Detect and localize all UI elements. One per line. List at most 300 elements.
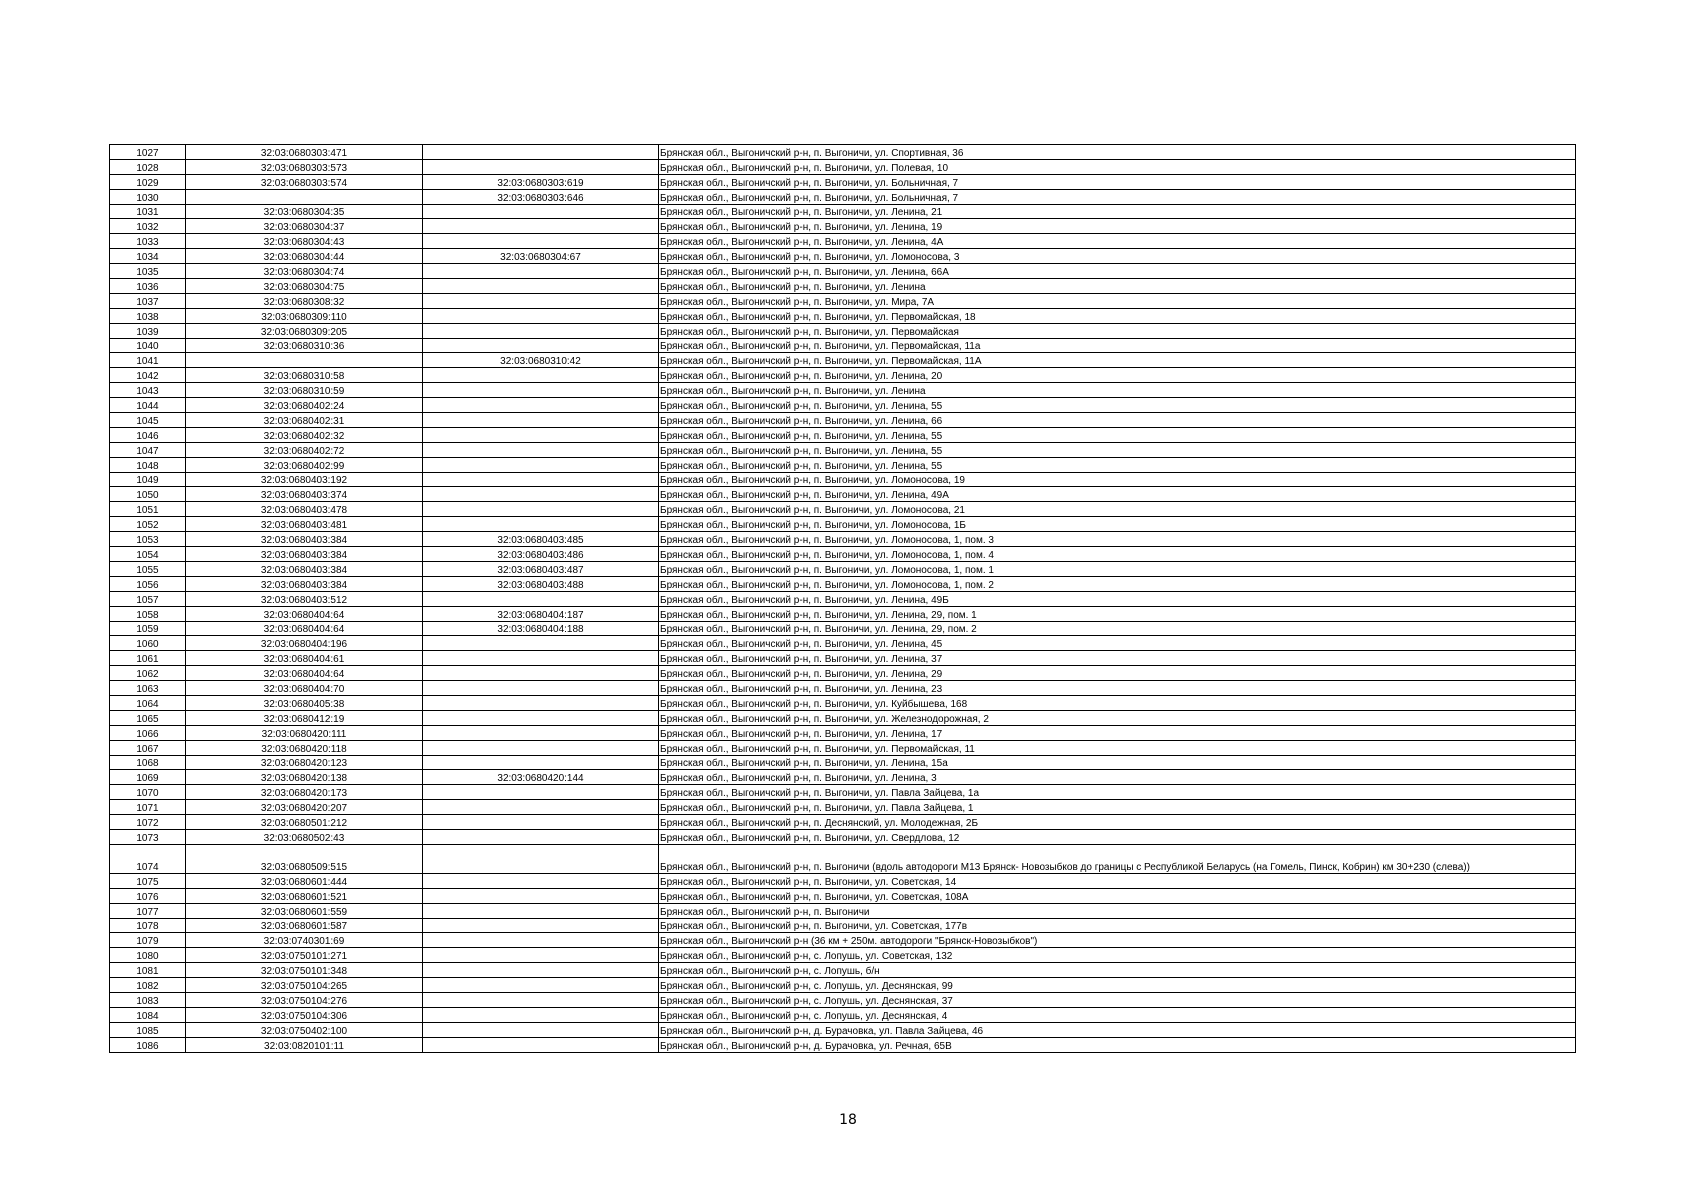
address-cell: Брянская обл., Выгоничский р-н, п. Выгоничи, ул. Ленина, 23 xyxy=(659,681,1576,696)
related-cadastral-number-cell: 32:03:0680303:619 xyxy=(423,174,659,189)
table-row xyxy=(110,293,1576,308)
address-cell: Брянская обл., Выгоничский р-н, п. Выгоничи, ул. Ленина, 55 xyxy=(659,457,1576,472)
table-row xyxy=(110,888,1576,903)
cadastral-number-cell: 32:03:0680402:99 xyxy=(186,457,423,472)
row-number-cell: 1051 xyxy=(110,502,186,517)
cadastral-number-cell: 32:03:0680404:70 xyxy=(186,681,423,696)
address-cell: Брянская обл., Выгоничский р-н, п. Выгоничи, ул. Ломоносова, 19 xyxy=(659,472,1576,487)
row-number-cell: 1085 xyxy=(110,1022,186,1037)
cadastral-number-cell: 32:03:0680304:43 xyxy=(186,234,423,249)
cadastral-number-cell: 32:03:0680420:207 xyxy=(186,800,423,815)
address-cell: Брянская обл., Выгоничский р-н, п. Выгоничи, ул. Ломоносова, 21 xyxy=(659,502,1576,517)
address-cell: Брянская обл., Выгоничский р-н, п. Выгоничи, ул. Павла Зайцева, 1 xyxy=(659,800,1576,815)
cadastral-number-cell: 32:03:0750402:100 xyxy=(186,1022,423,1037)
related-cadastral-number-cell xyxy=(423,308,659,323)
related-cadastral-number-cell xyxy=(423,398,659,413)
row-number-cell: 1071 xyxy=(110,800,186,815)
related-cadastral-number-cell xyxy=(423,472,659,487)
cadastral-number-cell: 32:03:0680502:43 xyxy=(186,829,423,844)
row-number-cell: 1066 xyxy=(110,725,186,740)
cadastral-number-cell: 32:03:0680601:587 xyxy=(186,918,423,933)
cadastral-number-cell: 32:03:0680403:192 xyxy=(186,472,423,487)
table-row xyxy=(110,785,1576,800)
related-cadastral-number-cell xyxy=(423,517,659,532)
address-cell: Брянская обл., Выгоничский р-н, п. Выгоничи, ул. Полевая, 10 xyxy=(659,159,1576,174)
address-cell: Брянская обл., Выгоничский р-н, п. Выгоничи, ул. Ленина, 66 xyxy=(659,413,1576,428)
row-number-cell: 1050 xyxy=(110,487,186,502)
row-number-cell: 1080 xyxy=(110,948,186,963)
row-number-cell: 1077 xyxy=(110,903,186,918)
table-row xyxy=(110,279,1576,294)
table-row xyxy=(110,547,1576,562)
related-cadastral-number-cell xyxy=(423,695,659,710)
cadastral-number-cell: 32:03:0680601:444 xyxy=(186,873,423,888)
address-cell: Брянская обл., Выгоничский р-н, п. Выгоничи, ул. Советская, 108А xyxy=(659,888,1576,903)
row-number-cell: 1039 xyxy=(110,323,186,338)
cadastral-number-cell: 32:03:0680402:24 xyxy=(186,398,423,413)
related-cadastral-number-cell xyxy=(423,785,659,800)
address-cell: Брянская обл., Выгоничский р-н, д. Бурачовка, ул. Речная, 65В xyxy=(659,1037,1576,1052)
row-number-cell: 1033 xyxy=(110,234,186,249)
table-row xyxy=(110,442,1576,457)
address-cell: Брянская обл., Выгоничский р-н, п. Выгоничи, ул. Ленина, 29, пом. 1 xyxy=(659,606,1576,621)
cadastral-table xyxy=(109,144,1576,1053)
related-cadastral-number-cell xyxy=(423,487,659,502)
address-cell: Брянская обл., Выгоничский р-н, п. Выгоничи, ул. Ленина, 49А xyxy=(659,487,1576,502)
table-row xyxy=(110,472,1576,487)
related-cadastral-number-cell xyxy=(423,888,659,903)
row-number-cell: 1047 xyxy=(110,442,186,457)
address-cell: Брянская обл., Выгоничский р-н, п. Выгоничи, ул. Ленина, 55 xyxy=(659,427,1576,442)
cadastral-number-cell xyxy=(186,189,423,204)
cadastral-number-cell: 32:03:0680403:478 xyxy=(186,502,423,517)
related-cadastral-number-cell xyxy=(423,502,659,517)
cadastral-number-cell: 32:03:0680601:521 xyxy=(186,888,423,903)
row-number-cell: 1084 xyxy=(110,1007,186,1022)
address-cell: Брянская обл., Выгоничский р-н, п. Выгоничи, ул. Ленина, 49Б xyxy=(659,591,1576,606)
row-number-cell: 1048 xyxy=(110,457,186,472)
table-row xyxy=(110,413,1576,428)
address-cell: Брянская обл., Выгоничский р-н, п. Выгоничи, ул. Куйбышева, 168 xyxy=(659,695,1576,710)
address-cell: Брянская обл., Выгоничский р-н, п. Выгоничи, ул. Советская, 177в xyxy=(659,918,1576,933)
address-cell: Брянская обл., Выгоничский р-н, п. Выгоничи, ул. Ломоносова, 1, пом. 1 xyxy=(659,561,1576,576)
related-cadastral-number-cell xyxy=(423,279,659,294)
table-row xyxy=(110,918,1576,933)
cadastral-number-cell: 32:03:0680501:212 xyxy=(186,815,423,830)
cadastral-number-cell: 32:03:0750101:348 xyxy=(186,963,423,978)
table-row xyxy=(110,561,1576,576)
row-number-cell: 1043 xyxy=(110,383,186,398)
row-number-cell: 1040 xyxy=(110,338,186,353)
cadastral-number-cell: 32:03:0680404:61 xyxy=(186,651,423,666)
table-row xyxy=(110,174,1576,189)
cadastral-number-cell: 32:03:0680420:118 xyxy=(186,740,423,755)
address-cell: Брянская обл., Выгоничский р-н, п. Выгоничи, ул. Советская, 14 xyxy=(659,873,1576,888)
cadastral-number-cell: 32:03:0680403:481 xyxy=(186,517,423,532)
cadastral-number-cell: 32:03:0680308:32 xyxy=(186,293,423,308)
related-cadastral-number-cell xyxy=(423,293,659,308)
table-row xyxy=(110,844,1576,873)
address-cell: Брянская обл., Выгоничский р-н, п. Выгоничи, ул. Свердлова, 12 xyxy=(659,829,1576,844)
address-cell: Брянская обл., Выгоничский р-н, п. Выгоничи, ул. Павла Зайцева, 1а xyxy=(659,785,1576,800)
address-cell: Брянская обл., Выгоничский р-н, п. Выгоничи xyxy=(659,903,1576,918)
address-cell: Брянская обл., Выгоничский р-н, п. Выгоничи, ул. Спортивная, 36 xyxy=(659,145,1576,160)
related-cadastral-number-cell xyxy=(423,457,659,472)
row-number-cell: 1038 xyxy=(110,308,186,323)
page-number: 18 xyxy=(839,1112,857,1128)
row-number-cell: 1028 xyxy=(110,159,186,174)
related-cadastral-number-cell xyxy=(423,204,659,219)
cadastral-number-cell: 32:03:0680420:138 xyxy=(186,770,423,785)
row-number-cell: 1036 xyxy=(110,279,186,294)
related-cadastral-number-cell: 32:03:0680310:42 xyxy=(423,353,659,368)
address-cell: Брянская обл., Выгоничский р-н (36 км + 250м. автодороги "Брянск-Новозыбков") xyxy=(659,933,1576,948)
row-number-cell: 1063 xyxy=(110,681,186,696)
cadastral-number-cell: 32:03:0680403:384 xyxy=(186,547,423,562)
table-row xyxy=(110,740,1576,755)
table-row xyxy=(110,323,1576,338)
cadastral-number-cell: 32:03:0680402:72 xyxy=(186,442,423,457)
address-cell: Брянская обл., Выгоничский р-н, с. Лопушь, ул. Деснянская, 4 xyxy=(659,1007,1576,1022)
related-cadastral-number-cell: 32:03:0680403:485 xyxy=(423,532,659,547)
table-row xyxy=(110,368,1576,383)
cadastral-number-cell: 32:03:0680509:515 xyxy=(186,844,423,873)
row-number-cell: 1070 xyxy=(110,785,186,800)
row-number-cell: 1029 xyxy=(110,174,186,189)
table-row xyxy=(110,398,1576,413)
address-cell: Брянская обл., Выгоничский р-н, с. Лопушь, б/н xyxy=(659,963,1576,978)
cadastral-number-cell: 32:03:0680420:111 xyxy=(186,725,423,740)
address-cell: Брянская обл., Выгоничский р-н, п. Выгоничи, ул. Ленина, 4А xyxy=(659,234,1576,249)
cadastral-number-cell: 32:03:0680403:384 xyxy=(186,576,423,591)
cadastral-number-cell: 32:03:0680403:384 xyxy=(186,532,423,547)
address-cell: Брянская обл., Выгоничский р-н, п. Выгоничи, ул. Больничная, 7 xyxy=(659,174,1576,189)
address-cell: Брянская обл., Выгоничский р-н, п. Выгоничи, ул. Ленина, 55 xyxy=(659,442,1576,457)
table-row xyxy=(110,502,1576,517)
table-row xyxy=(110,189,1576,204)
cadastral-number-cell: 32:03:0680403:374 xyxy=(186,487,423,502)
row-number-cell: 1076 xyxy=(110,888,186,903)
row-number-cell: 1079 xyxy=(110,933,186,948)
cadastral-number-cell: 32:03:0680402:32 xyxy=(186,427,423,442)
address-cell: Брянская обл., Выгоничский р-н, п. Выгоничи, ул. Ленина, 19 xyxy=(659,219,1576,234)
table-row xyxy=(110,948,1576,963)
row-number-cell: 1062 xyxy=(110,666,186,681)
table-row xyxy=(110,992,1576,1007)
related-cadastral-number-cell xyxy=(423,383,659,398)
row-number-cell: 1027 xyxy=(110,145,186,160)
address-cell: Брянская обл., Выгоничский р-н, п. Выгоничи, ул. Ленина xyxy=(659,383,1576,398)
address-cell: Брянская обл., Выгоничский р-н, п. Выгоничи, ул. Первомайская, 18 xyxy=(659,308,1576,323)
cadastral-number-cell: 32:03:0680403:384 xyxy=(186,561,423,576)
address-cell: Брянская обл., Выгоничский р-н, п. Выгоничи, ул. Ломоносова, 1, пом. 3 xyxy=(659,532,1576,547)
row-number-cell: 1042 xyxy=(110,368,186,383)
related-cadastral-number-cell: 32:03:0680403:486 xyxy=(423,547,659,562)
address-cell: Брянская обл., Выгоничский р-н, п. Выгоничи, ул. Мира, 7А xyxy=(659,293,1576,308)
table-row xyxy=(110,427,1576,442)
row-number-cell: 1086 xyxy=(110,1037,186,1052)
related-cadastral-number-cell xyxy=(423,1037,659,1052)
related-cadastral-number-cell xyxy=(423,933,659,948)
address-cell: Брянская обл., Выгоничский р-н, п. Выгоничи, ул. Первомайская, 11а xyxy=(659,338,1576,353)
row-number-cell: 1081 xyxy=(110,963,186,978)
table-row xyxy=(110,1007,1576,1022)
cadastral-number-cell: 32:03:0740301:69 xyxy=(186,933,423,948)
address-cell: Брянская обл., Выгоничский р-н, с. Лопушь, ул. Советская, 132 xyxy=(659,948,1576,963)
cadastral-number-cell: 32:03:0680420:123 xyxy=(186,755,423,770)
cadastral-number-cell: 32:03:0680309:110 xyxy=(186,308,423,323)
cadastral-number-cell: 32:03:0680404:64 xyxy=(186,621,423,636)
related-cadastral-number-cell: 32:03:0680404:188 xyxy=(423,621,659,636)
cadastral-number-cell: 32:03:0680310:36 xyxy=(186,338,423,353)
table-row xyxy=(110,1022,1576,1037)
address-cell: Брянская обл., Выгоничский р-н, п. Выгоничи, ул. Первомайская, 11А xyxy=(659,353,1576,368)
related-cadastral-number-cell xyxy=(423,903,659,918)
related-cadastral-number-cell xyxy=(423,264,659,279)
cadastral-number-cell: 32:03:0680404:64 xyxy=(186,606,423,621)
table-row xyxy=(110,219,1576,234)
table-row xyxy=(110,666,1576,681)
cadastral-number-cell: 32:03:0680304:74 xyxy=(186,264,423,279)
row-number-cell: 1035 xyxy=(110,264,186,279)
address-cell: Брянская обл., Выгоничский р-н, д. Бурачовка, ул. Павла Зайцева, 46 xyxy=(659,1022,1576,1037)
address-cell: Брянская обл., Выгоничский р-н, п. Выгоничи, ул. Ленина, 29, пом. 2 xyxy=(659,621,1576,636)
row-number-cell: 1044 xyxy=(110,398,186,413)
table-row xyxy=(110,710,1576,725)
related-cadastral-number-cell xyxy=(423,219,659,234)
related-cadastral-number-cell xyxy=(423,1007,659,1022)
address-cell: Брянская обл., Выгоничский р-н, п. Выгоничи, ул. Ленина, 66А xyxy=(659,264,1576,279)
cadastral-number-cell: 32:03:0680304:35 xyxy=(186,204,423,219)
row-number-cell: 1068 xyxy=(110,755,186,770)
table-row xyxy=(110,159,1576,174)
table-row xyxy=(110,621,1576,636)
related-cadastral-number-cell xyxy=(423,829,659,844)
cadastral-number-cell xyxy=(186,353,423,368)
related-cadastral-number-cell xyxy=(423,413,659,428)
table-row xyxy=(110,517,1576,532)
table-row xyxy=(110,338,1576,353)
table-row xyxy=(110,963,1576,978)
table-row xyxy=(110,725,1576,740)
table-row xyxy=(110,978,1576,993)
related-cadastral-number-cell xyxy=(423,427,659,442)
table-row xyxy=(110,815,1576,830)
address-cell: Брянская обл., Выгоничский р-н, п. Выгоничи, ул. Ленина xyxy=(659,279,1576,294)
related-cadastral-number-cell: 32:03:0680403:487 xyxy=(423,561,659,576)
table-row xyxy=(110,532,1576,547)
address-cell: Брянская обл., Выгоничский р-н, п. Выгоничи, ул. Ленина, 37 xyxy=(659,651,1576,666)
address-cell: Брянская обл., Выгоничский р-н, с. Лопушь, ул. Деснянская, 99 xyxy=(659,978,1576,993)
row-number-cell: 1056 xyxy=(110,576,186,591)
address-cell: Брянская обл., Выгоничский р-н, п. Выгоничи, ул. Ломоносова, 3 xyxy=(659,249,1576,264)
table-row xyxy=(110,308,1576,323)
row-number-cell: 1083 xyxy=(110,992,186,1007)
cadastral-number-cell: 32:03:0680404:196 xyxy=(186,636,423,651)
address-cell: Брянская обл., Выгоничский р-н, п. Выгоничи, ул. Ленина, 21 xyxy=(659,204,1576,219)
related-cadastral-number-cell xyxy=(423,1022,659,1037)
related-cadastral-number-cell xyxy=(423,978,659,993)
cadastral-number-cell: 32:03:0680304:44 xyxy=(186,249,423,264)
related-cadastral-number-cell xyxy=(423,636,659,651)
row-number-cell: 1074 xyxy=(110,844,186,873)
table-row xyxy=(110,829,1576,844)
row-number-cell: 1061 xyxy=(110,651,186,666)
table-row xyxy=(110,636,1576,651)
row-number-cell: 1034 xyxy=(110,249,186,264)
address-cell: Брянская обл., Выгоничский р-н, п. Выгоничи, ул. Железнодорожная, 2 xyxy=(659,710,1576,725)
row-number-cell: 1075 xyxy=(110,873,186,888)
row-number-cell: 1069 xyxy=(110,770,186,785)
cadastral-number-cell: 32:03:0680601:559 xyxy=(186,903,423,918)
row-number-cell: 1067 xyxy=(110,740,186,755)
related-cadastral-number-cell xyxy=(423,992,659,1007)
table-row xyxy=(110,770,1576,785)
cadastral-number-cell: 32:03:0750104:306 xyxy=(186,1007,423,1022)
cadastral-number-cell: 32:03:0680310:58 xyxy=(186,368,423,383)
related-cadastral-number-cell xyxy=(423,800,659,815)
table-row xyxy=(110,651,1576,666)
table-row xyxy=(110,800,1576,815)
table-row xyxy=(110,606,1576,621)
address-cell: Брянская обл., Выгоничский р-н, п. Деснянский, ул. Молодежная, 2Б xyxy=(659,815,1576,830)
related-cadastral-number-cell xyxy=(423,918,659,933)
table-row xyxy=(110,873,1576,888)
address-cell: Брянская обл., Выгоничский р-н, п. Выгоничи, ул. Ломоносова, 1Б xyxy=(659,517,1576,532)
table-row xyxy=(110,264,1576,279)
table-row xyxy=(110,487,1576,502)
row-number-cell: 1060 xyxy=(110,636,186,651)
cadastral-number-cell: 32:03:0680303:471 xyxy=(186,145,423,160)
address-cell: Брянская обл., Выгоничский р-н, п. Выгоничи, ул. Первомайская, 11 xyxy=(659,740,1576,755)
table-row xyxy=(110,145,1576,160)
row-number-cell: 1037 xyxy=(110,293,186,308)
related-cadastral-number-cell: 32:03:0680303:646 xyxy=(423,189,659,204)
row-number-cell: 1073 xyxy=(110,829,186,844)
row-number-cell: 1052 xyxy=(110,517,186,532)
cadastral-number-cell: 32:03:0680404:64 xyxy=(186,666,423,681)
row-number-cell: 1059 xyxy=(110,621,186,636)
related-cadastral-number-cell xyxy=(423,873,659,888)
related-cadastral-number-cell xyxy=(423,234,659,249)
table-row xyxy=(110,933,1576,948)
related-cadastral-number-cell xyxy=(423,323,659,338)
table-row xyxy=(110,1037,1576,1052)
table-row xyxy=(110,234,1576,249)
table-row xyxy=(110,249,1576,264)
row-number-cell: 1032 xyxy=(110,219,186,234)
row-number-cell: 1064 xyxy=(110,695,186,710)
address-cell: Брянская обл., Выгоничский р-н, п. Выгоничи, ул. Ломоносова, 1, пом. 4 xyxy=(659,547,1576,562)
related-cadastral-number-cell: 32:03:0680403:488 xyxy=(423,576,659,591)
related-cadastral-number-cell xyxy=(423,651,659,666)
row-number-cell: 1055 xyxy=(110,561,186,576)
related-cadastral-number-cell xyxy=(423,591,659,606)
row-number-cell: 1045 xyxy=(110,413,186,428)
row-number-cell: 1057 xyxy=(110,591,186,606)
address-cell: Брянская обл., Выгоничский р-н, п. Выгоничи, ул. Ленина, 20 xyxy=(659,368,1576,383)
related-cadastral-number-cell xyxy=(423,844,659,873)
table-row xyxy=(110,695,1576,710)
row-number-cell: 1049 xyxy=(110,472,186,487)
related-cadastral-number-cell xyxy=(423,145,659,160)
related-cadastral-number-cell xyxy=(423,815,659,830)
related-cadastral-number-cell xyxy=(423,963,659,978)
related-cadastral-number-cell xyxy=(423,442,659,457)
cadastral-number-cell: 32:03:0680304:37 xyxy=(186,219,423,234)
row-number-cell: 1082 xyxy=(110,978,186,993)
related-cadastral-number-cell: 32:03:0680304:67 xyxy=(423,249,659,264)
address-cell: Брянская обл., Выгоничский р-н, п. Выгоничи, ул. Первомайская xyxy=(659,323,1576,338)
row-number-cell: 1072 xyxy=(110,815,186,830)
address-cell: Брянская обл., Выгоничский р-н, п. Выгоничи, ул. Больничная, 7 xyxy=(659,189,1576,204)
address-cell: Брянская обл., Выгоничский р-н, п. Выгоничи, ул. Ленина, 29 xyxy=(659,666,1576,681)
cadastral-number-cell: 32:03:0680304:75 xyxy=(186,279,423,294)
related-cadastral-number-cell: 32:03:0680420:144 xyxy=(423,770,659,785)
row-number-cell: 1065 xyxy=(110,710,186,725)
cadastral-number-cell: 32:03:0750104:276 xyxy=(186,992,423,1007)
related-cadastral-number-cell xyxy=(423,338,659,353)
cadastral-number-cell: 32:03:0680412:19 xyxy=(186,710,423,725)
row-number-cell: 1030 xyxy=(110,189,186,204)
table-row xyxy=(110,681,1576,696)
table-row xyxy=(110,755,1576,770)
table-row xyxy=(110,576,1576,591)
row-number-cell: 1058 xyxy=(110,606,186,621)
cadastral-number-cell: 32:03:0680303:573 xyxy=(186,159,423,174)
related-cadastral-number-cell xyxy=(423,755,659,770)
address-cell: Брянская обл., Выгоничский р-н, п. Выгоничи, ул. Ленина, 45 xyxy=(659,636,1576,651)
related-cadastral-number-cell xyxy=(423,740,659,755)
table-row xyxy=(110,903,1576,918)
address-cell: Брянская обл., Выгоничский р-н, п. Выгоничи (вдоль автодороги М13 Брянск- Новозыбков до границы с Республикой Беларусь (на Гомель, Пинск, Кобрин) км 30+230 (слева)) xyxy=(659,844,1576,873)
related-cadastral-number-cell xyxy=(423,725,659,740)
row-number-cell: 1078 xyxy=(110,918,186,933)
table-row xyxy=(110,457,1576,472)
related-cadastral-number-cell xyxy=(423,710,659,725)
address-cell: Брянская обл., Выгоничский р-н, п. Выгоничи, ул. Ленина, 55 xyxy=(659,398,1576,413)
address-cell: Брянская обл., Выгоничский р-н, с. Лопушь, ул. Деснянская, 37 xyxy=(659,992,1576,1007)
cadastral-number-cell: 32:03:0680309:205 xyxy=(186,323,423,338)
cadastral-number-cell: 32:03:0680420:173 xyxy=(186,785,423,800)
related-cadastral-number-cell xyxy=(423,159,659,174)
cadastral-number-cell: 32:03:0680403:512 xyxy=(186,591,423,606)
address-cell: Брянская обл., Выгоничский р-н, п. Выгоничи, ул. Ленина, 15а xyxy=(659,755,1576,770)
address-cell: Брянская обл., Выгоничский р-н, п. Выгоничи, ул. Ленина, 3 xyxy=(659,770,1576,785)
cadastral-number-cell: 32:03:0750104:265 xyxy=(186,978,423,993)
cadastral-number-cell: 32:03:0680402:31 xyxy=(186,413,423,428)
address-cell: Брянская обл., Выгоничский р-н, п. Выгоничи, ул. Ленина, 17 xyxy=(659,725,1576,740)
cadastral-number-cell: 32:03:0680310:59 xyxy=(186,383,423,398)
cadastral-number-cell: 32:03:0820101:11 xyxy=(186,1037,423,1052)
table-row xyxy=(110,591,1576,606)
row-number-cell: 1053 xyxy=(110,532,186,547)
row-number-cell: 1041 xyxy=(110,353,186,368)
related-cadastral-number-cell: 32:03:0680404:187 xyxy=(423,606,659,621)
row-number-cell: 1031 xyxy=(110,204,186,219)
table-row xyxy=(110,353,1576,368)
row-number-cell: 1046 xyxy=(110,427,186,442)
related-cadastral-number-cell xyxy=(423,368,659,383)
cadastral-number-cell: 32:03:0750101:271 xyxy=(186,948,423,963)
row-number-cell: 1054 xyxy=(110,547,186,562)
related-cadastral-number-cell xyxy=(423,666,659,681)
cadastral-number-cell: 32:03:0680405:38 xyxy=(186,695,423,710)
related-cadastral-number-cell xyxy=(423,681,659,696)
table-row xyxy=(110,383,1576,398)
cadastral-number-cell: 32:03:0680303:574 xyxy=(186,174,423,189)
address-cell: Брянская обл., Выгоничский р-н, п. Выгоничи, ул. Ломоносова, 1, пом. 2 xyxy=(659,576,1576,591)
